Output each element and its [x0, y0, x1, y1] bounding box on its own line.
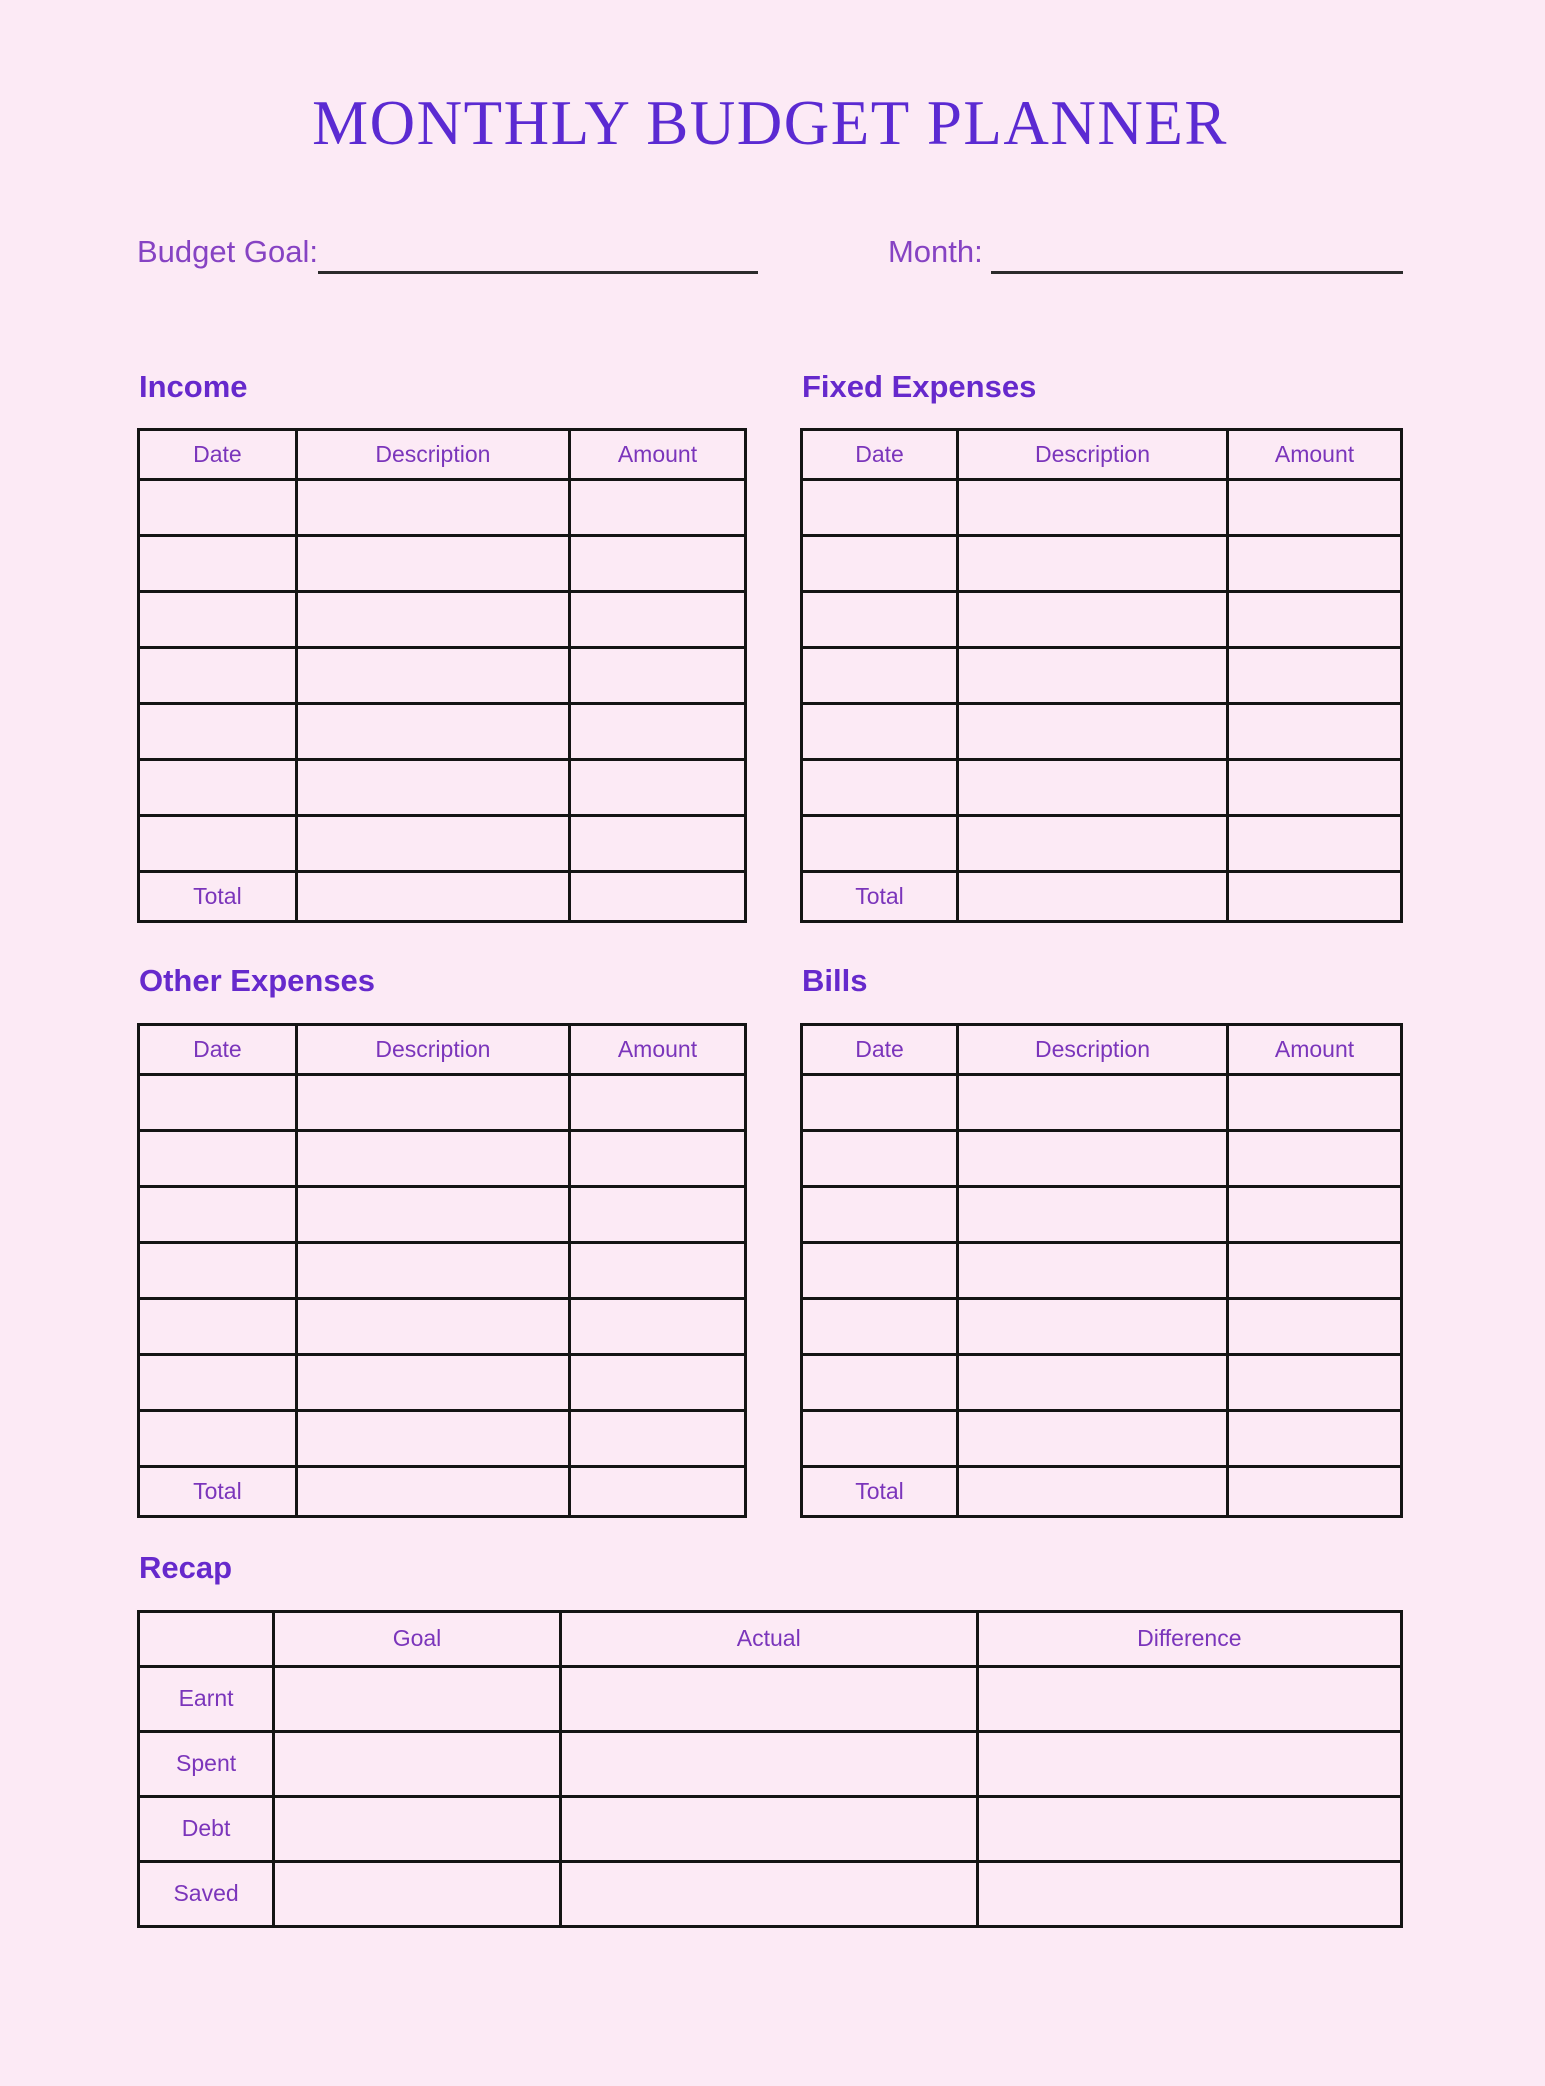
empty-cell	[958, 1242, 1228, 1298]
empty-cell	[1228, 648, 1402, 704]
empty-cell	[1228, 704, 1402, 760]
total-amount-cell	[1228, 1466, 1402, 1516]
total-amount-cell	[569, 1466, 745, 1516]
total-label: Total	[139, 1466, 297, 1516]
section-title-income: Income	[139, 368, 248, 404]
recap-row-debt	[139, 1796, 1402, 1861]
empty-cell	[802, 704, 958, 760]
total-row	[802, 872, 1402, 922]
empty-cell	[139, 1074, 297, 1130]
empty-cell	[1228, 1354, 1402, 1410]
empty-cell	[296, 648, 569, 704]
column-header-description: Description	[296, 430, 569, 480]
column-header-description: Description	[958, 1024, 1228, 1074]
empty-row	[802, 704, 1402, 760]
row-label-earnt: Earnt	[139, 1666, 274, 1731]
empty-row	[139, 1410, 746, 1466]
saved-difference-cell	[977, 1861, 1401, 1926]
bills-table	[800, 1023, 1403, 1518]
total-label: Total	[139, 872, 297, 922]
empty-cell	[139, 1130, 297, 1186]
empty-cell	[1228, 536, 1402, 592]
column-header-amount: Amount	[569, 430, 745, 480]
recap-row-saved	[139, 1861, 1402, 1926]
total-row	[139, 872, 746, 922]
empty-row	[139, 1074, 746, 1130]
empty-cell	[139, 1354, 297, 1410]
column-header-difference: Difference	[977, 1611, 1401, 1666]
empty-cell	[802, 760, 958, 816]
empty-row	[802, 1242, 1402, 1298]
income-table	[137, 428, 747, 923]
empty-cell	[296, 1410, 569, 1466]
column-header-amount: Amount	[569, 1024, 745, 1074]
empty-cell	[296, 592, 569, 648]
empty-cell	[139, 760, 297, 816]
empty-row	[139, 536, 746, 592]
empty-row	[139, 760, 746, 816]
empty-cell	[296, 536, 569, 592]
section-income	[137, 369, 747, 924]
empty-cell	[296, 704, 569, 760]
month-label: Month:	[887, 233, 983, 269]
empty-row	[802, 1074, 1402, 1130]
empty-cell	[139, 1410, 297, 1466]
empty-row	[802, 1410, 1402, 1466]
total-label: Total	[802, 872, 958, 922]
column-header-amount: Amount	[1228, 1024, 1402, 1074]
column-header-date: Date	[139, 430, 297, 480]
total-label: Total	[802, 1466, 958, 1516]
empty-cell	[802, 648, 958, 704]
empty-cell	[802, 1130, 958, 1186]
earnt-difference-cell	[977, 1666, 1401, 1731]
empty-cell	[958, 480, 1228, 536]
empty-cell	[296, 760, 569, 816]
column-header-date: Date	[139, 1024, 297, 1074]
empty-row	[139, 704, 746, 760]
empty-cell	[958, 1410, 1228, 1466]
empty-cell	[139, 592, 297, 648]
empty-row	[802, 480, 1402, 536]
empty-cell	[802, 1074, 958, 1130]
empty-cell	[958, 760, 1228, 816]
empty-cell	[569, 760, 745, 816]
empty-row	[802, 1130, 1402, 1186]
saved-goal-cell	[274, 1861, 561, 1926]
total-description-cell	[958, 1466, 1228, 1516]
header-row	[802, 430, 1402, 480]
empty-cell	[139, 816, 297, 872]
empty-row	[139, 592, 746, 648]
empty-row	[139, 816, 746, 872]
fill-in-row	[137, 228, 1403, 274]
empty-row	[802, 1186, 1402, 1242]
other-expenses-table	[137, 1023, 747, 1518]
empty-cell	[139, 704, 297, 760]
empty-cell	[569, 816, 745, 872]
empty-cell	[1228, 1242, 1402, 1298]
empty-cell	[569, 704, 745, 760]
empty-row	[802, 592, 1402, 648]
sections-grid	[137, 369, 1403, 1518]
empty-cell	[569, 1242, 745, 1298]
row-label-spent: Spent	[139, 1731, 274, 1796]
empty-row	[802, 648, 1402, 704]
empty-cell	[958, 592, 1228, 648]
empty-row	[802, 1354, 1402, 1410]
spent-actual-cell	[560, 1731, 977, 1796]
recap-corner-cell	[139, 1611, 274, 1666]
empty-cell	[802, 1186, 958, 1242]
empty-cell	[296, 480, 569, 536]
empty-row	[139, 1242, 746, 1298]
total-description-cell	[296, 872, 569, 922]
column-header-description: Description	[296, 1024, 569, 1074]
empty-cell	[1228, 1410, 1402, 1466]
total-description-cell	[296, 1466, 569, 1516]
empty-cell	[296, 1242, 569, 1298]
empty-cell	[569, 1410, 745, 1466]
section-title-recap: Recap	[139, 1549, 233, 1585]
empty-cell	[296, 1186, 569, 1242]
empty-cell	[569, 1130, 745, 1186]
empty-cell	[958, 1186, 1228, 1242]
empty-cell	[802, 1298, 958, 1354]
budget-goal-label: Budget Goal:	[137, 233, 318, 269]
recap-table	[137, 1610, 1403, 1928]
empty-cell	[1228, 480, 1402, 536]
empty-cell	[802, 592, 958, 648]
empty-cell	[296, 1298, 569, 1354]
total-row	[139, 1466, 746, 1516]
empty-cell	[296, 1130, 569, 1186]
empty-cell	[958, 1298, 1228, 1354]
empty-cell	[569, 1354, 745, 1410]
section-bills	[800, 963, 1403, 1518]
debt-difference-cell	[977, 1796, 1401, 1861]
recap-row-earnt	[139, 1666, 1402, 1731]
empty-cell	[139, 480, 297, 536]
empty-cell	[1228, 1186, 1402, 1242]
empty-row	[802, 760, 1402, 816]
empty-row	[139, 1130, 746, 1186]
empty-cell	[569, 1298, 745, 1354]
page-title: MONTHLY BUDGET PLANNER	[312, 88, 1228, 158]
spent-difference-cell	[977, 1731, 1401, 1796]
empty-cell	[958, 1354, 1228, 1410]
empty-cell	[1228, 1130, 1402, 1186]
empty-cell	[139, 536, 297, 592]
empty-cell	[958, 648, 1228, 704]
empty-cell	[958, 1074, 1228, 1130]
section-fixed-expenses	[800, 369, 1403, 924]
empty-cell	[802, 816, 958, 872]
empty-cell	[139, 1242, 297, 1298]
empty-cell	[958, 1130, 1228, 1186]
total-amount-cell	[1228, 872, 1402, 922]
debt-goal-cell	[274, 1796, 561, 1861]
budget-goal-line	[318, 261, 758, 274]
empty-cell	[296, 816, 569, 872]
empty-row	[802, 536, 1402, 592]
empty-cell	[802, 536, 958, 592]
column-header-actual: Actual	[560, 1611, 977, 1666]
column-header-date: Date	[802, 1024, 958, 1074]
spent-goal-cell	[274, 1731, 561, 1796]
column-header-date: Date	[802, 430, 958, 480]
empty-cell	[569, 648, 745, 704]
total-amount-cell	[569, 872, 745, 922]
empty-cell	[296, 1354, 569, 1410]
total-row	[802, 1466, 1402, 1516]
column-header-goal: Goal	[274, 1611, 561, 1666]
empty-cell	[569, 536, 745, 592]
section-recap	[137, 1550, 1403, 1928]
row-label-debt: Debt	[139, 1796, 274, 1861]
empty-cell	[569, 1074, 745, 1130]
header-row	[139, 1024, 746, 1074]
empty-cell	[569, 480, 745, 536]
empty-row	[139, 1298, 746, 1354]
empty-row	[802, 816, 1402, 872]
recap-row-spent	[139, 1731, 1402, 1796]
header-row	[802, 1024, 1402, 1074]
empty-cell	[569, 1186, 745, 1242]
empty-row	[139, 1354, 746, 1410]
debt-actual-cell	[560, 1796, 977, 1861]
section-title-fixed-expenses: Fixed Expenses	[802, 368, 1037, 404]
empty-cell	[958, 536, 1228, 592]
empty-cell	[139, 1298, 297, 1354]
empty-cell	[1228, 816, 1402, 872]
empty-cell	[1228, 1298, 1402, 1354]
section-title-other-expenses: Other Expenses	[139, 963, 376, 999]
empty-cell	[139, 1186, 297, 1242]
column-header-amount: Amount	[1228, 430, 1402, 480]
earnt-actual-cell	[560, 1666, 977, 1731]
fixed-expenses-table	[800, 428, 1403, 923]
month-line	[991, 261, 1403, 274]
header-row	[139, 1611, 1402, 1666]
row-label-saved: Saved	[139, 1861, 274, 1926]
empty-cell	[1228, 1074, 1402, 1130]
empty-cell	[802, 480, 958, 536]
empty-cell	[958, 704, 1228, 760]
empty-row	[139, 1186, 746, 1242]
empty-cell	[569, 592, 745, 648]
earnt-goal-cell	[274, 1666, 561, 1731]
empty-cell	[1228, 760, 1402, 816]
section-title-bills: Bills	[802, 963, 868, 999]
empty-cell	[802, 1242, 958, 1298]
empty-cell	[1228, 592, 1402, 648]
empty-row	[139, 648, 746, 704]
empty-row	[139, 480, 746, 536]
empty-row	[802, 1298, 1402, 1354]
header-row	[139, 430, 746, 480]
saved-actual-cell	[560, 1861, 977, 1926]
empty-cell	[296, 1074, 569, 1130]
section-other-expenses	[137, 963, 747, 1518]
empty-cell	[958, 816, 1228, 872]
total-description-cell	[958, 872, 1228, 922]
empty-cell	[139, 648, 297, 704]
empty-cell	[802, 1354, 958, 1410]
planner-page	[0, 86, 1545, 2086]
column-header-description: Description	[958, 430, 1228, 480]
empty-cell	[802, 1410, 958, 1466]
